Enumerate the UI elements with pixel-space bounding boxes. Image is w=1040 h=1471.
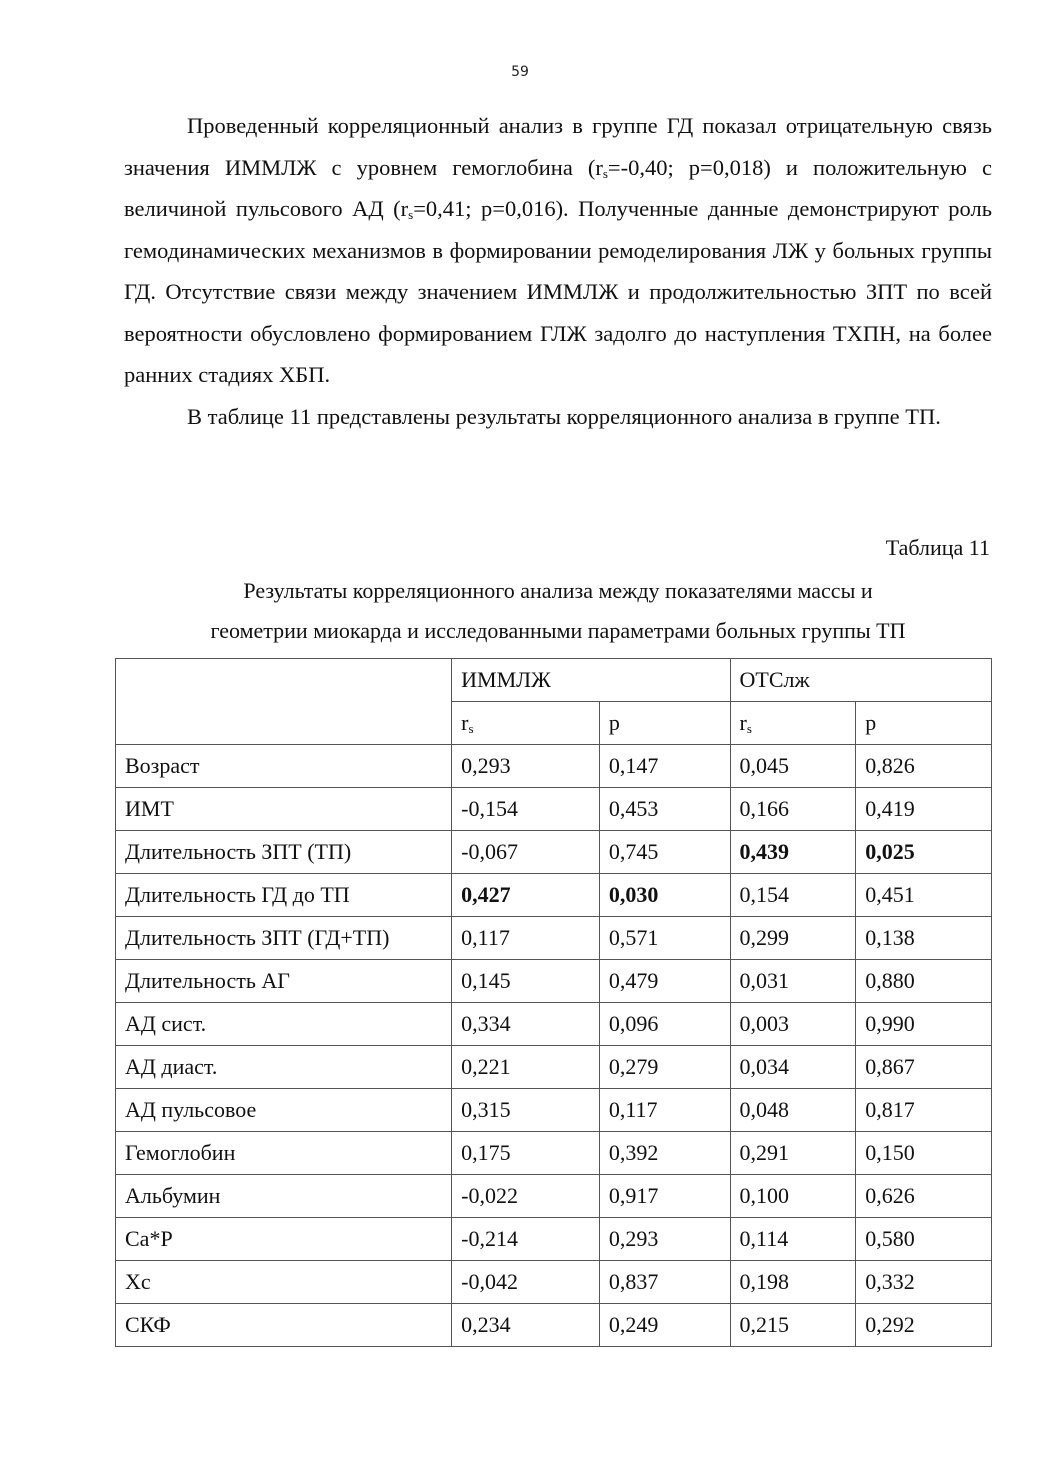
row-parameter: Ca*P — [116, 1218, 452, 1261]
cell-p: 0,745 — [599, 831, 730, 874]
cell-rs: 0,154 — [730, 874, 856, 917]
header-p-1: p — [599, 702, 730, 745]
cell-p: 0,138 — [856, 917, 992, 960]
cell-p: 0,817 — [856, 1089, 992, 1132]
table-title-line-2: геометрии миокарда и исследованными параметрами больных группы ТП — [210, 618, 906, 643]
row-parameter: СКФ — [116, 1304, 452, 1347]
header-p-2: p — [856, 702, 992, 745]
cell-p: 0,626 — [856, 1175, 992, 1218]
table-row — [116, 1218, 992, 1261]
cell-rs: 0,221 — [452, 1046, 600, 1089]
cell-p: 0,880 — [856, 960, 992, 1003]
table-row — [116, 917, 992, 960]
table-row — [116, 874, 992, 917]
table-label: Таблица 11 — [885, 535, 990, 560]
cell-rs: -0,214 — [452, 1218, 600, 1261]
row-parameter: Возраст — [116, 745, 452, 788]
cell-p: 0,867 — [856, 1046, 992, 1089]
cell-rs: 0,427 — [452, 874, 600, 917]
row-parameter: Длительность ЗПТ (ТП) — [116, 831, 452, 874]
para1-part3: =0,41; p=0,016). Полученные данные демонстрируют роль гемодинамических механизмов в формировании ремоделирования ЛЖ у больных группы ГД. Отсутствие связи между значением ИММЛЖ и продолжительностью ЗПТ по всей вероятности обусловлено формированием ГЛЖ задолго до наступления ТХПН, на более ранних стадиях ХБП. — [124, 196, 992, 387]
cell-p: 0,990 — [856, 1003, 992, 1046]
table-row — [116, 1003, 992, 1046]
cell-rs: 0,299 — [730, 917, 856, 960]
cell-p: 0,332 — [856, 1261, 992, 1304]
table-row — [116, 1046, 992, 1089]
table-row — [116, 1304, 992, 1347]
header-rs-2: $r_s$ — [730, 702, 856, 745]
header-rs-1: $r_s$ — [452, 702, 600, 745]
correlation-table — [115, 658, 992, 1347]
cell-p: 0,392 — [599, 1132, 730, 1175]
cell-rs: 0,234 — [452, 1304, 600, 1347]
para1-part2: =-0,40; p=0,018) и положительную с величиной пульсового АД (r — [124, 154, 992, 221]
header-group-2: ОТСлж — [730, 659, 991, 702]
cell-p: 0,917 — [599, 1175, 730, 1218]
paragraph-1 — [124, 105, 992, 396]
cell-rs: 0,215 — [730, 1304, 856, 1347]
table-row — [116, 788, 992, 831]
cell-rs: 0,045 — [730, 745, 856, 788]
cell-rs: 0,048 — [730, 1089, 856, 1132]
cell-p: 0,453 — [599, 788, 730, 831]
cell-p: 0,279 — [599, 1046, 730, 1089]
cell-p: 0,030 — [599, 874, 730, 917]
cell-p: 0,580 — [856, 1218, 992, 1261]
table-row — [116, 1132, 992, 1175]
cell-rs: 0,291 — [730, 1132, 856, 1175]
cell-rs: 0,439 — [730, 831, 856, 874]
cell-p: 0,571 — [599, 917, 730, 960]
table-row — [116, 831, 992, 874]
cell-rs: 0,334 — [452, 1003, 600, 1046]
para1-part1: Проведенный корреляционный анализ в группе ГД показал отрицательную связь значения ИММЛЖ с уровнем гемоглобина (r — [124, 113, 992, 180]
cell-p: 0,293 — [599, 1218, 730, 1261]
cell-rs: 0,198 — [730, 1261, 856, 1304]
cell-rs: 0,145 — [452, 960, 600, 1003]
subscript-s: s — [408, 207, 414, 222]
header-row-groups — [116, 659, 992, 702]
cell-p: 0,826 — [856, 745, 992, 788]
row-parameter: ИМТ — [116, 788, 452, 831]
cell-rs: 0,114 — [730, 1218, 856, 1261]
table-row — [116, 960, 992, 1003]
paragraph-2: В таблице 11 представлены результаты корреляционного анализа в группе ТП. — [187, 403, 941, 429]
table-title-line-1: Результаты корреляционного анализа между показателями массы и — [243, 578, 873, 603]
cell-p: 0,451 — [856, 874, 992, 917]
row-parameter: АД пульсовое — [116, 1089, 452, 1132]
body-text — [124, 105, 992, 437]
cell-rs: -0,154 — [452, 788, 600, 831]
cell-rs: 0,003 — [730, 1003, 856, 1046]
cell-rs: -0,042 — [452, 1261, 600, 1304]
cell-p: 0,117 — [599, 1089, 730, 1132]
cell-p: 0,025 — [856, 831, 992, 874]
cell-rs: 0,100 — [730, 1175, 856, 1218]
cell-p: 0,837 — [599, 1261, 730, 1304]
cell-rs: -0,022 — [452, 1175, 600, 1218]
row-parameter: Длительность АГ — [116, 960, 452, 1003]
cell-p: 0,419 — [856, 788, 992, 831]
cell-p: 0,096 — [599, 1003, 730, 1046]
row-parameter: АД диаст. — [116, 1046, 452, 1089]
row-parameter: Длительность ГД до ТП — [116, 874, 452, 917]
cell-p: 0,292 — [856, 1304, 992, 1347]
cell-rs: 0,034 — [730, 1046, 856, 1089]
cell-p: 0,147 — [599, 745, 730, 788]
cell-rs: 0,166 — [730, 788, 856, 831]
cell-p: 0,150 — [856, 1132, 992, 1175]
row-parameter: Длительность ЗПТ (ГД+ТП) — [116, 917, 452, 960]
cell-rs: 0,315 — [452, 1089, 600, 1132]
table-title — [124, 571, 992, 651]
row-parameter: АД сист. — [116, 1003, 452, 1046]
table-row — [116, 1261, 992, 1304]
table-row — [116, 1089, 992, 1132]
cell-rs: 0,293 — [452, 745, 600, 788]
cell-rs: -0,067 — [452, 831, 600, 874]
page-number: 59 — [511, 64, 529, 80]
cell-rs: 0,031 — [730, 960, 856, 1003]
header-empty-cell — [116, 659, 452, 745]
row-parameter: Гемоглобин — [116, 1132, 452, 1175]
cell-p: 0,249 — [599, 1304, 730, 1347]
cell-p: 0,479 — [599, 960, 730, 1003]
cell-rs: 0,175 — [452, 1132, 600, 1175]
row-parameter: Хс — [116, 1261, 452, 1304]
table-row — [116, 1175, 992, 1218]
row-parameter: Альбумин — [116, 1175, 452, 1218]
header-group-1: ИММЛЖ — [452, 659, 730, 702]
table-row — [116, 745, 992, 788]
subscript-s: s — [602, 165, 608, 181]
cell-rs: 0,117 — [452, 917, 600, 960]
